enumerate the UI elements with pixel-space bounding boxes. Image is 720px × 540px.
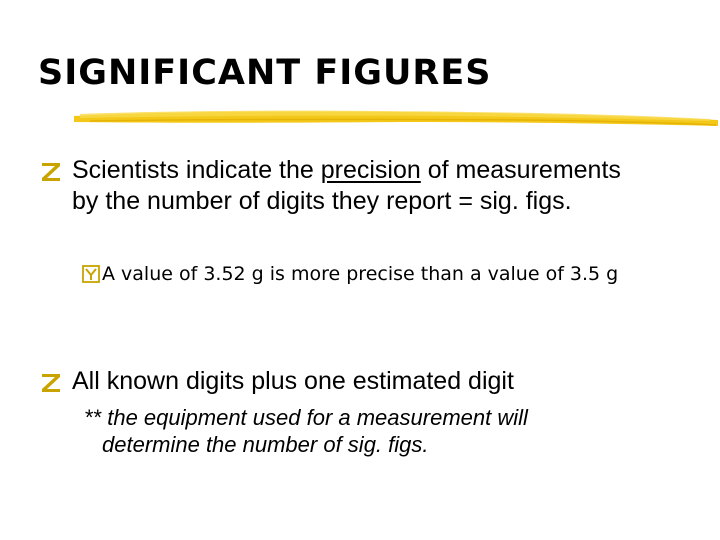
note-line-2: determine the number of sig. figs.: [102, 432, 429, 457]
sub-bullet-text: A value of 3.52 g is more precise than a value of 3.5 g: [102, 263, 619, 285]
note-line-1: ** the equipment used for a measurement will: [84, 405, 528, 430]
y-glyph-icon: [82, 265, 100, 283]
z-glyph-icon: [40, 160, 62, 182]
bullet-text-after: of measurements by the number of digits they report = sig. figs.: [72, 156, 621, 215]
sub-bullet-example: [82, 261, 652, 288]
z-glyph-icon: [40, 371, 62, 393]
bullet-known-digits: [40, 366, 660, 397]
precision-term: precision: [320, 156, 421, 184]
slide-title: SIGNIFICANT FIGURES: [38, 53, 492, 93]
bullet-precision: [40, 155, 640, 217]
bullet-text-before: Scientists indicate the: [72, 156, 321, 184]
equipment-note: [84, 404, 604, 458]
title-underline-brushstroke: [70, 104, 720, 130]
bullet-text: [40, 155, 640, 217]
bullet-text: All known digits plus one estimated digit: [72, 367, 514, 395]
